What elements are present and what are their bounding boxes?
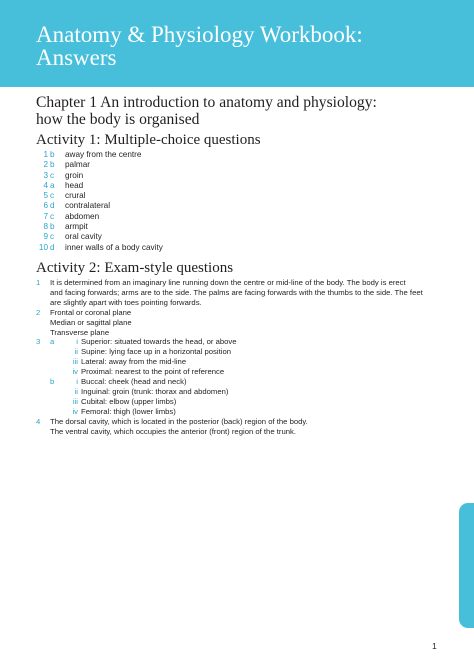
answer-text: palmar [65,160,91,170]
answer-text: armpit [65,222,88,232]
edge-tab [459,503,474,628]
answer-line: The dorsal cavity, which is located in the posterior (back) region of the body. [50,416,308,426]
roman-numeral: iv [72,406,78,416]
sub-answer-text: Buccal: cheek (head and neck) [81,377,187,387]
question-number: 1 [43,150,48,159]
answer-letter: d [50,201,55,211]
question-number: 9 [43,232,48,242]
answer-text: inner walls of a body cavity [65,242,163,252]
sub-answer-text: Superior: situated towards the head, or above [81,337,237,347]
activity-1-heading: Activity 1: Multiple-choice questions [36,132,261,148]
roman-numeral: iv [72,367,78,377]
answer-text: crural [65,191,86,201]
sub-answer-text: Lateral: away from the mid-line [81,357,187,367]
sub-answer [50,347,456,357]
answer-text: oral cavity [65,232,102,242]
answer-line: Median or sagittal plane [50,317,132,327]
answer-letter: c [50,211,55,221]
exam-style-answers [36,278,456,437]
chapter-title [36,94,456,128]
roman-numeral: i [76,337,78,347]
sub-answer-text: Inguinal: groin (trunk: thorax and abdomen) [81,386,229,396]
title-banner [0,0,474,87]
sub-answer [50,397,456,407]
exam-answer-1 [36,278,456,308]
sub-answer [50,357,456,367]
answer-letter: b [50,150,55,159]
exam-answer-4 [36,417,456,437]
question-number: 3 [43,170,48,180]
exam-answer-2 [36,308,456,338]
question-number: 4 [43,180,48,190]
question-number: 7 [43,211,48,221]
workbook-title-line-2: Answers [36,45,117,70]
answer-letter: b [50,222,55,232]
roman-numeral: i [76,377,78,387]
question-number: 2 [43,160,48,170]
answer-line: and facing forwards; arms are to the side. The palms are facing forwards with the thumbs to the side. The feet [50,287,423,297]
chapter-title-line-1: Chapter 1 An introduction to anatomy and physiology: [36,94,377,111]
roman-numeral: iii [72,357,78,367]
answer-letter: c [50,170,55,180]
question-number: 6 [43,201,48,211]
sub-answer [50,337,456,347]
answer-text: groin [65,170,84,180]
sub-answer-text: Femoral: thigh (lower limbs) [81,406,176,416]
sub-answer [50,377,456,387]
question-number: 4 [36,416,41,426]
sub-letter: a [50,337,55,347]
answer-text: abdomen [65,211,100,221]
chapter-title-line-2: how the body is organised [36,111,200,128]
answer-letter: d [50,242,55,252]
answer-letter: c [50,191,55,201]
answer-line: It is determined from an imaginary line running down the centre or mid-line of the body. The body is erect [50,278,406,287]
activity-2-heading: Activity 2: Exam-style questions [36,260,234,276]
sub-answer [50,367,456,377]
page-number: 1 [432,641,437,651]
exam-answer-3 [36,337,456,416]
roman-numeral: ii [74,347,78,357]
sub-answer [50,387,456,397]
answer-line: are slightly apart with toes pointing forwards. [50,297,202,307]
answer-text: contralateral [65,201,111,211]
sub-answer-text: Cubital: elbow (upper limbs) [81,396,177,406]
answer-text: away from the centre [65,150,142,159]
answer-line: Transverse plane [50,327,110,337]
sub-answer [50,407,456,417]
question-number: 1 [36,278,41,287]
sub-answer-text: Supine: lying face up in a horizontal position [81,347,232,357]
question-number: 3 [36,337,41,347]
sub-letter: b [50,377,55,387]
workbook-title [36,23,363,69]
roman-numeral: ii [74,386,78,396]
answer-line: The ventral cavity, which occupies the anterior (front) region of the trunk. [50,426,296,436]
roman-numeral: iii [72,396,78,406]
answer-letter: c [50,232,55,242]
answer-letter: b [50,160,55,170]
question-number: 10 [38,242,48,252]
sub-answer-text: Proximal: nearest to the point of reference [81,367,225,377]
answer-text: head [65,180,84,190]
answer-line: Frontal or coronal plane [50,307,132,317]
workbook-title-line-1: Anatomy & Physiology Workbook: [36,22,363,47]
question-number: 8 [43,222,48,232]
question-number: 2 [36,307,41,317]
question-number: 5 [43,191,48,201]
answer-letter: a [50,180,55,190]
